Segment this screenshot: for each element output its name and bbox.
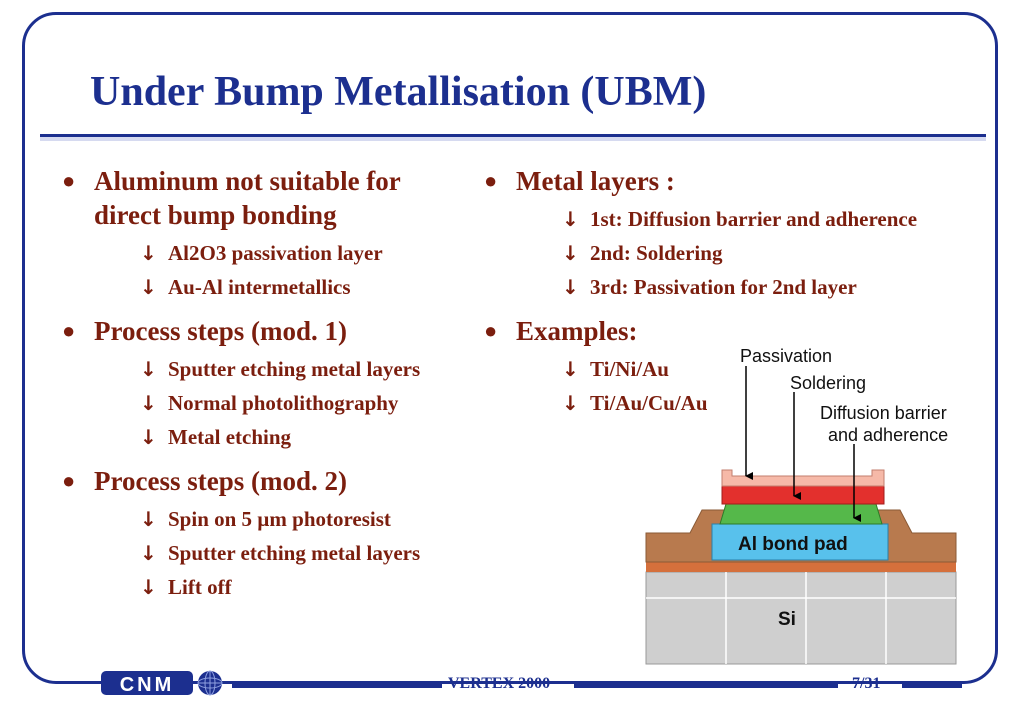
sub-bullet-text: 2nd: Soldering [590,241,723,265]
bullet-item [484,164,984,304]
sub-bullet-text: Lift off [168,575,232,599]
footer-rule [902,684,962,688]
label-si: Si [778,609,796,630]
arrow-down-icon: ↓ [140,357,157,381]
label-diffusion-line2: and adherence [828,425,949,445]
sub-bullet-item [94,270,462,304]
sub-bullet-item [516,270,984,304]
bullet-icon: ● [62,168,76,193]
sub-bullet-item [94,236,462,270]
bullet-text: Metal layers : [516,166,675,196]
arrow-down-icon: ↓ [140,575,157,599]
page-title: Under Bump Metallisation (UBM) [90,69,707,115]
footer-rule [574,684,838,688]
bullet-text: Examples: [516,316,638,346]
arrow-down-icon: ↓ [140,241,157,265]
sub-bullet-text: Sputter etching metal layers [168,541,421,565]
label-soldering: Soldering [790,373,867,393]
label-passivation: Passivation [740,346,833,366]
arrow-down-icon: ↓ [562,275,579,299]
diffusion-layer [720,504,882,524]
bullet-item [62,314,462,454]
arrow-down-icon: ↓ [140,507,157,531]
arrow-down-icon: ↓ [562,241,579,265]
bullet-icon: ● [484,168,498,193]
sub-bullet-item [94,502,462,536]
footer-conference: VERTEX 2000 [448,675,551,692]
bullet-text: Process steps (mod. 2) [94,466,347,496]
sub-bullet-item [94,352,462,386]
arrow-down-icon: ↓ [140,391,157,415]
arrow-down-icon: ↓ [140,541,157,565]
bullet-item [62,164,462,304]
sub-bullet-item [94,386,462,420]
arrow-down-icon: ↓ [562,391,579,415]
title-underline [40,134,986,141]
arrow-down-icon: ↓ [562,207,579,231]
sub-bullet-text: 3rd: Passivation for 2nd layer [590,275,857,299]
soldering-layer [722,486,884,504]
page-number: 7/31 [852,675,881,692]
sub-bullet-text: Au-Al intermetallics [168,275,351,299]
sub-bullet-text: Spin on 5 µm photoresist [168,507,391,531]
sub-bullet-text: Ti/Au/Cu/Au [590,391,708,415]
left-column [62,164,462,614]
sub-bullet-text: Normal photolithography [168,391,399,415]
arrow-down-icon: ↓ [140,425,157,449]
arrow-down-icon: ↓ [562,357,579,381]
sub-bullet-item [94,570,462,604]
bullet-icon: ● [62,468,76,493]
sub-bullet-text: Ti/Ni/Au [590,357,669,381]
footer-rule [232,684,442,688]
bullet-item [62,464,462,604]
sub-bullet-text: 1st: Diffusion barrier and adherence [590,207,918,231]
bullet-icon: ● [484,318,498,343]
bullet-text: Aluminum not suitable for direct bump bonding [94,166,401,230]
sub-bullet-item [516,202,984,236]
logo-text: CNM [119,674,175,696]
globe-icon [198,671,222,695]
arrow-down-icon: ↓ [140,275,157,299]
sub-bullet-text: Al2O3 passivation layer [168,241,383,265]
bullet-icon: ● [62,318,76,343]
si-substrate [646,572,956,664]
sub-bullet-item [94,536,462,570]
sub-bullet-item [516,236,984,270]
label-al-bond-pad: Al bond pad [738,534,848,555]
interface-layer [646,562,956,572]
bullet-text: Process steps (mod. 1) [94,316,347,346]
label-diffusion-line1: Diffusion barrier [820,403,947,423]
cnm-logo [100,668,230,698]
sub-bullet-item [94,420,462,454]
ubm-cross-section-diagram [640,340,1000,670]
sub-bullet-text: Metal etching [168,425,292,449]
sub-bullet-text: Sputter etching metal layers [168,357,421,381]
